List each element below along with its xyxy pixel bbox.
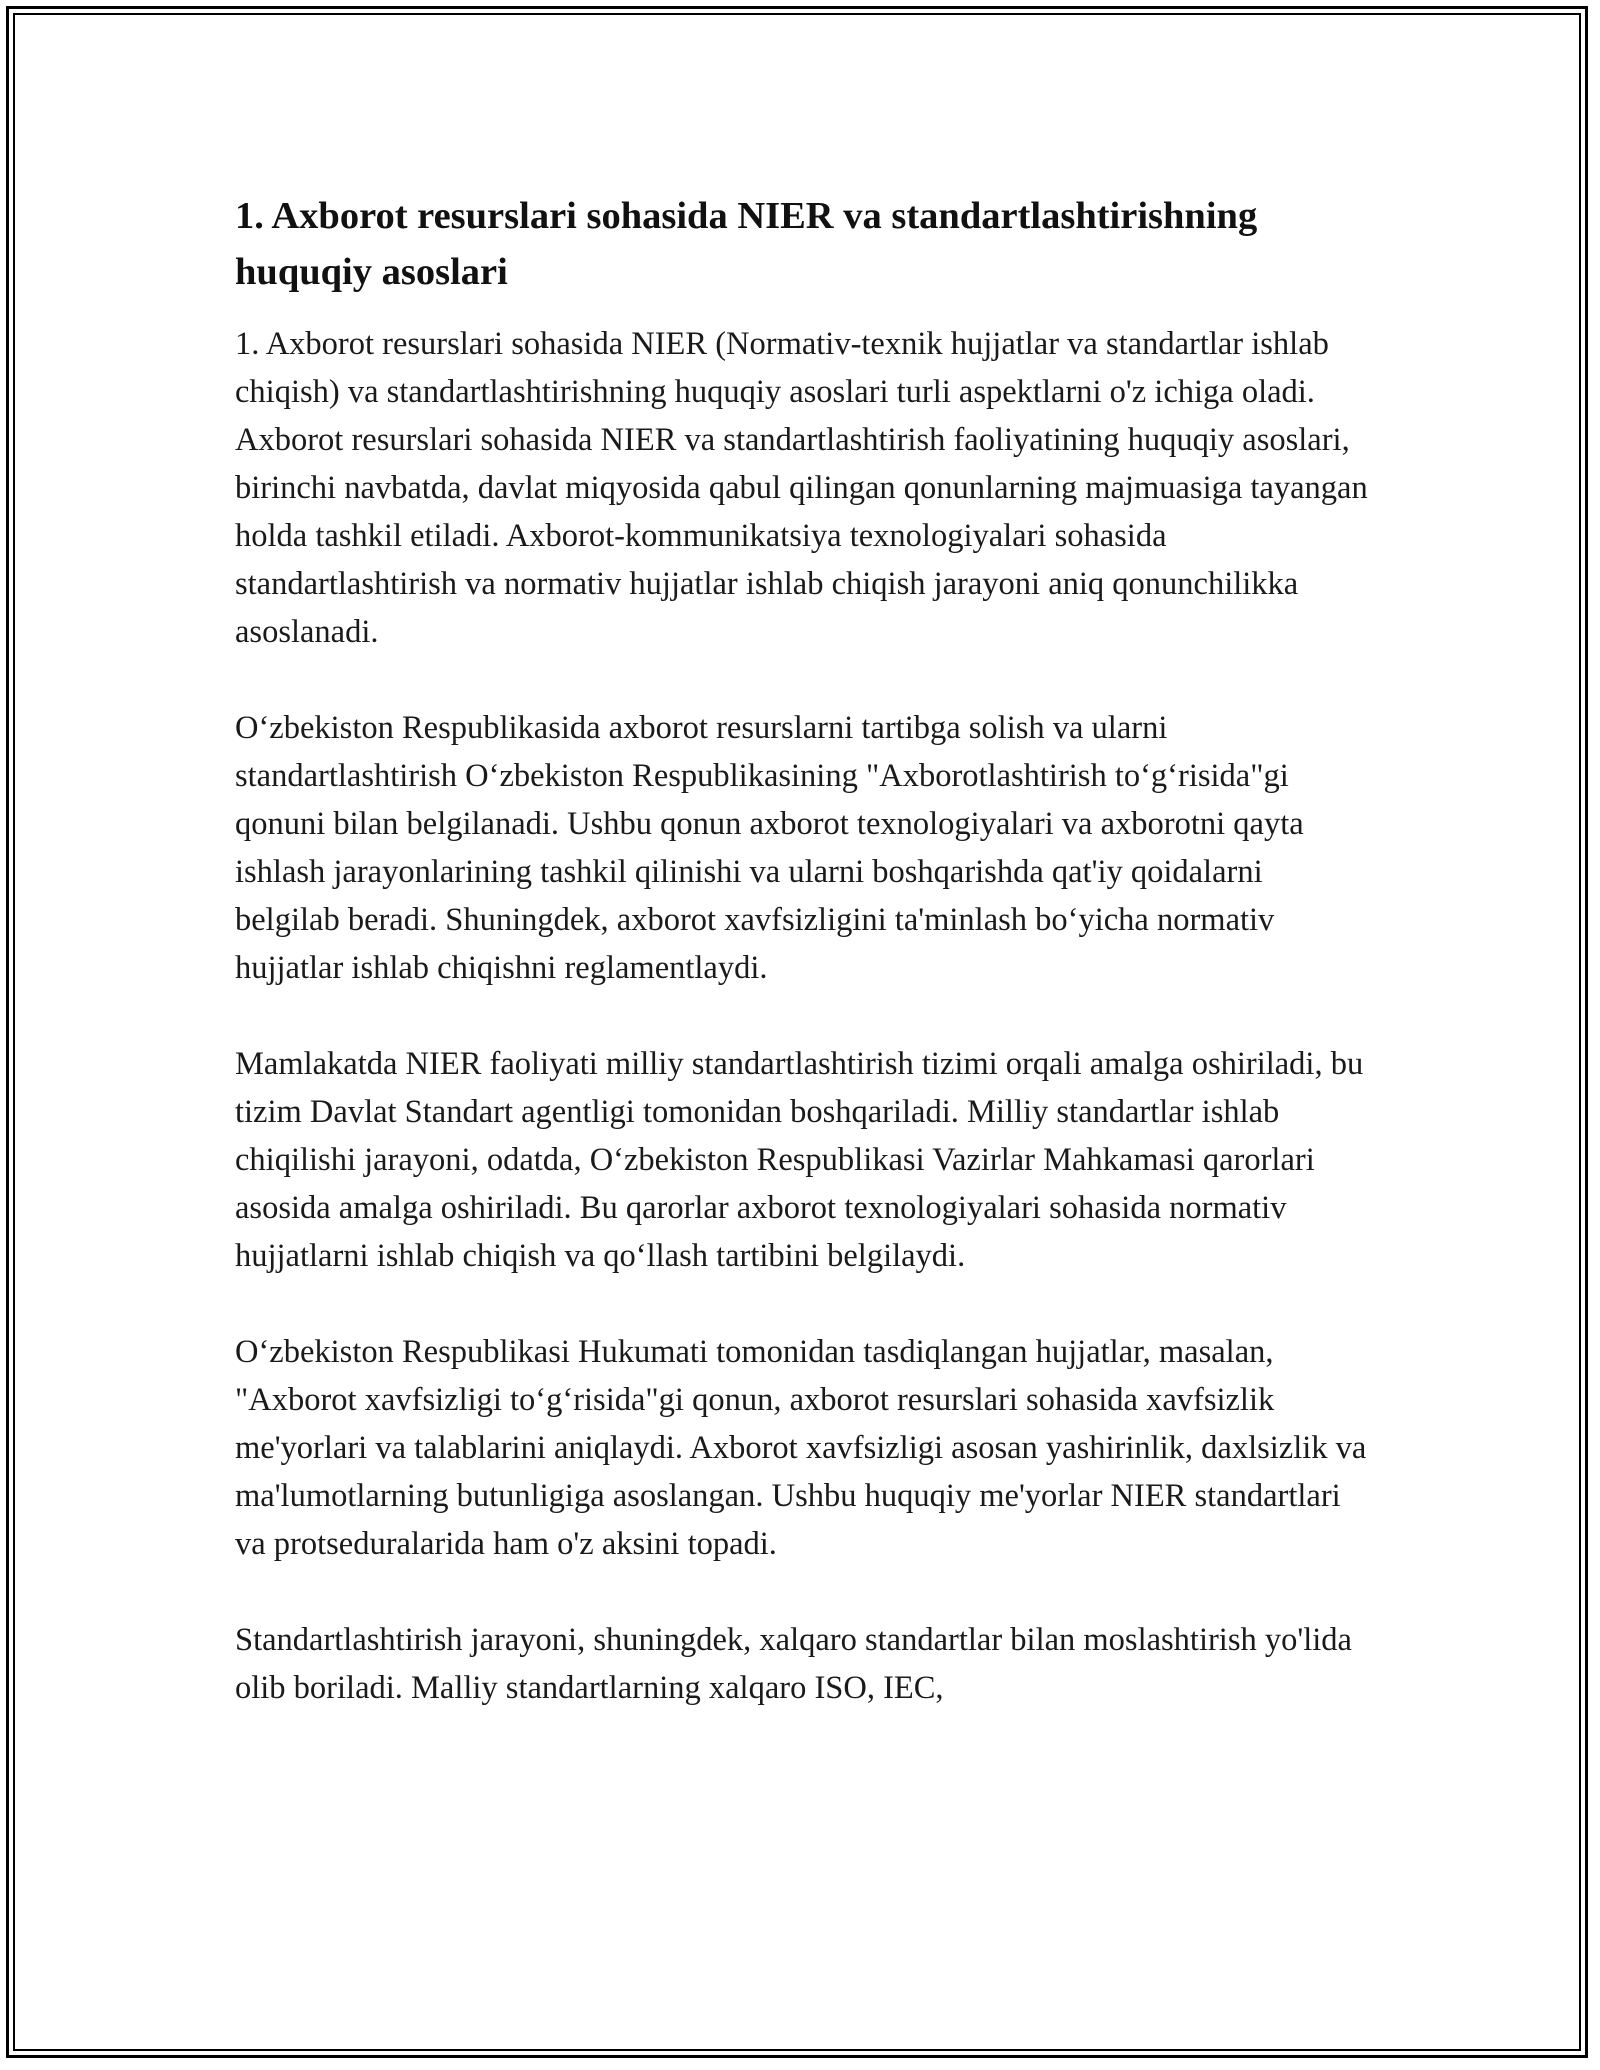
section-title: 1. Axborot resurslari sohasida NIER va standartlashtirishning huquqiy asoslari [235, 195, 1258, 293]
paragraph-4: O‘zbekiston Respublikasi Hukumati tomonidan tasdiqlangan hujjatlar, masalan, "Axborot xavfsizligi to‘g‘risida"gi qonun, axborot resurslari sohasida xavfsizlik me'yorlari va talablarini aniqlaydi. Axborot xavfsizligi asosan yashirinlik, daxlsizlik va ma'lumotlarning butunligiga asoslangan. Ushbu huquqiy me'yorlar NIER standartlari va protseduralarida ham o'z aksini topadi. [235, 1334, 1367, 1562]
paragraph-3: Mamlakatda NIER faoliyati milliy standartlashtirish tizimi orqali amalga oshiriladi, bu tizim Davlat Standart agentligi tomonidan boshqariladi. Milliy standartlar ishlab chiqilishi jarayoni, odatda, O‘zbekiston Respublikasi Vazirlar Mahkamasi qarorlari asosida amalga oshiriladi. Bu qarorlar axborot texnologiyalari sohasida normativ hujjatlarni ishlab chiqish va qo‘llash tartibini belgilaydi. [235, 1046, 1364, 1274]
paragraph-2: O‘zbekiston Respublikasida axborot resurslarni tartibga solish va ularni standartlashtirish O‘zbekiston Respublikasining "Axborotlashtirish to‘g‘risida"gi qonuni bilan belgilanadi. Ushbu qonun axborot texnologiyalari va axborotni qayta ishlash jarayonlarining tashkil qilinishi va ularni boshqarishda qat'iy qoidalarni belgilab beradi. Shuningdek, axborot xavfsizligini ta'minlash bo‘yicha normativ hujjatlar ishlab chiqishni reglamentlaydi. [235, 710, 1304, 986]
paragraph-1: 1. Axborot resurslari sohasida NIER (Normativ-texnik hujjatlar va standartlar ishlab chiqish) va standartlashtirishning huquqiy asoslari turli aspektlarni o'z ichiga oladi. Axborot resurslari sohasida NIER va standartlashtirish faoliyatining huquqiy asoslari, birinchi navbatda, davlat miqyosida qabul qilingan qonunlarning majmuasiga tayangan holda tashkil etiladi. Axborot-kommunikatsiya texnologiyalari sohasida standartlashtirish va normativ hujjatlar ishlab chiqish jarayoni aniq qonunchilikka asoslanadi. [235, 326, 1368, 650]
paragraph-5: Standartlashtirish jarayoni, shuningdek, xalqaro standartlar bilan moslashtirish yo'lida olib boriladi. Malliy standartlarning xalqaro ISO, IEC, [235, 1622, 1352, 1706]
document-body [235, 188, 1375, 1760]
